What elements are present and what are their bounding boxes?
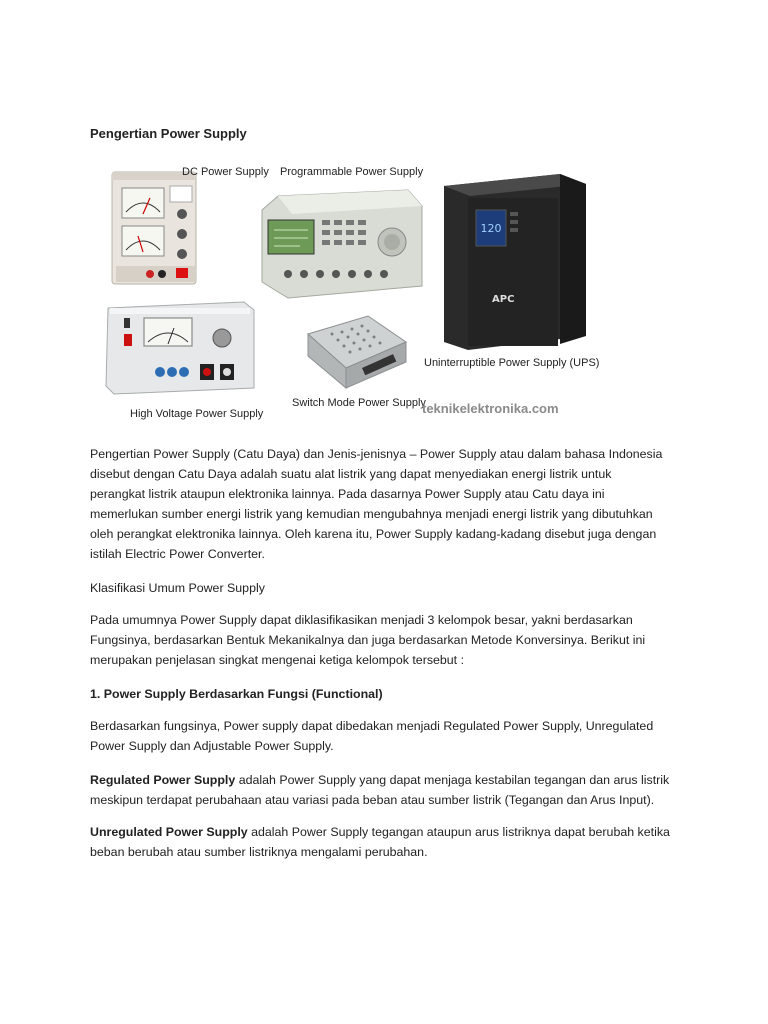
ups-image bbox=[440, 172, 590, 352]
unregulated-text: adalah Power Supply tegangan ataupun arus listriknya dapat berubah ketika bbox=[247, 825, 670, 839]
caption-high-voltage-power-supply: High Voltage Power Supply bbox=[130, 408, 264, 420]
page-title: Pengertian Power Supply bbox=[90, 126, 247, 141]
classification-paragraph bbox=[90, 610, 690, 670]
dc-power-supply-image bbox=[110, 170, 200, 288]
unregulated-term: Unregulated Power Supply bbox=[90, 825, 248, 839]
regulated-line-2: meskipun terdapat perubahaan atau variasi pada beban atau sumber listrik (Tegangan dan Arus Input). bbox=[90, 793, 655, 807]
caption-switch-mode-power-supply: Switch Mode Power Supply bbox=[292, 397, 426, 409]
intro-line: disebut dengan Catu Daya adalah suatu alat listrik yang dapat menyediakan energi listrik untuk bbox=[90, 467, 612, 481]
classification-line: Fungsinya, berdasarkan Bentuk Mekanikalnya dan juga berdasarkan Metode Konversinya. Berikut ini bbox=[90, 633, 646, 647]
caption-ups: Uninterruptible Power Supply (UPS) bbox=[424, 357, 600, 369]
regulated-paragraph bbox=[90, 770, 690, 810]
watermark: teknikelektronika.com bbox=[422, 401, 559, 416]
section-heading-text: Klasifikasi Umum Power Supply bbox=[90, 581, 265, 595]
programmable-power-supply-image bbox=[258, 186, 424, 302]
ups-brand-logo: APC bbox=[492, 294, 515, 305]
caption-programmable-power-supply: Programmable Power Supply bbox=[280, 166, 424, 178]
switch-mode-power-supply-image bbox=[302, 312, 410, 392]
classification-line: Pada umumnya Power Supply dapat diklasifikasikan menjadi 3 kelompok besar, yakni berdasarkan bbox=[90, 613, 633, 627]
classification-line: merupakan penjelasan singkat mengenai ketiga kelompok tersebut : bbox=[90, 653, 465, 667]
ups-display-text: 120 bbox=[480, 222, 502, 235]
intro-line: Pengertian Power Supply (Catu Daya) dan Jenis-jenisnya – Power Supply atau dalam bahasa Indonesia bbox=[90, 447, 663, 461]
intro-paragraph bbox=[90, 444, 690, 564]
regulated-term: Regulated Power Supply bbox=[90, 773, 236, 787]
unregulated-line bbox=[90, 822, 690, 842]
function-paragraph bbox=[90, 716, 690, 756]
function-line: Berdasarkan fungsinya, Power supply dapat dibedakan menjadi Regulated Power Supply, Unregulated bbox=[90, 719, 654, 733]
power-supply-figure bbox=[100, 160, 610, 430]
function-line: Power Supply dan Adjustable Power Supply. bbox=[90, 739, 334, 753]
intro-line: oleh perangkat elektronika lainnya. Oleh karena itu, Power Supply kadang-kadang disebut juga dengan bbox=[90, 527, 657, 541]
regulated-text: adalah Power Supply yang dapat menjaga kestabilan tegangan dan arus listrik bbox=[235, 773, 670, 787]
regulated-line bbox=[90, 770, 690, 790]
intro-line: istilah Electric Power Converter. bbox=[90, 547, 265, 561]
intro-line: memerlukan sumber energi listrik yang kemudian mengubahnya menjadi energi listrik yang dibutuhkan bbox=[90, 507, 653, 521]
subheading-text: 1. Power Supply Berdasarkan Fungsi (Functional) bbox=[90, 687, 383, 701]
intro-line: perangkat listrik ataupun elektronika lainnya. Pada dasarnya Power Supply atau Catu daya ini bbox=[90, 487, 605, 501]
caption-dc-power-supply: DC Power Supply bbox=[182, 166, 269, 178]
unregulated-line-2: beban berubah atau sumber listriknya mengalami perubahan. bbox=[90, 845, 428, 859]
section-heading bbox=[90, 578, 690, 598]
high-voltage-power-supply-image bbox=[104, 300, 256, 396]
subheading bbox=[90, 684, 690, 704]
unregulated-paragraph bbox=[90, 822, 690, 862]
